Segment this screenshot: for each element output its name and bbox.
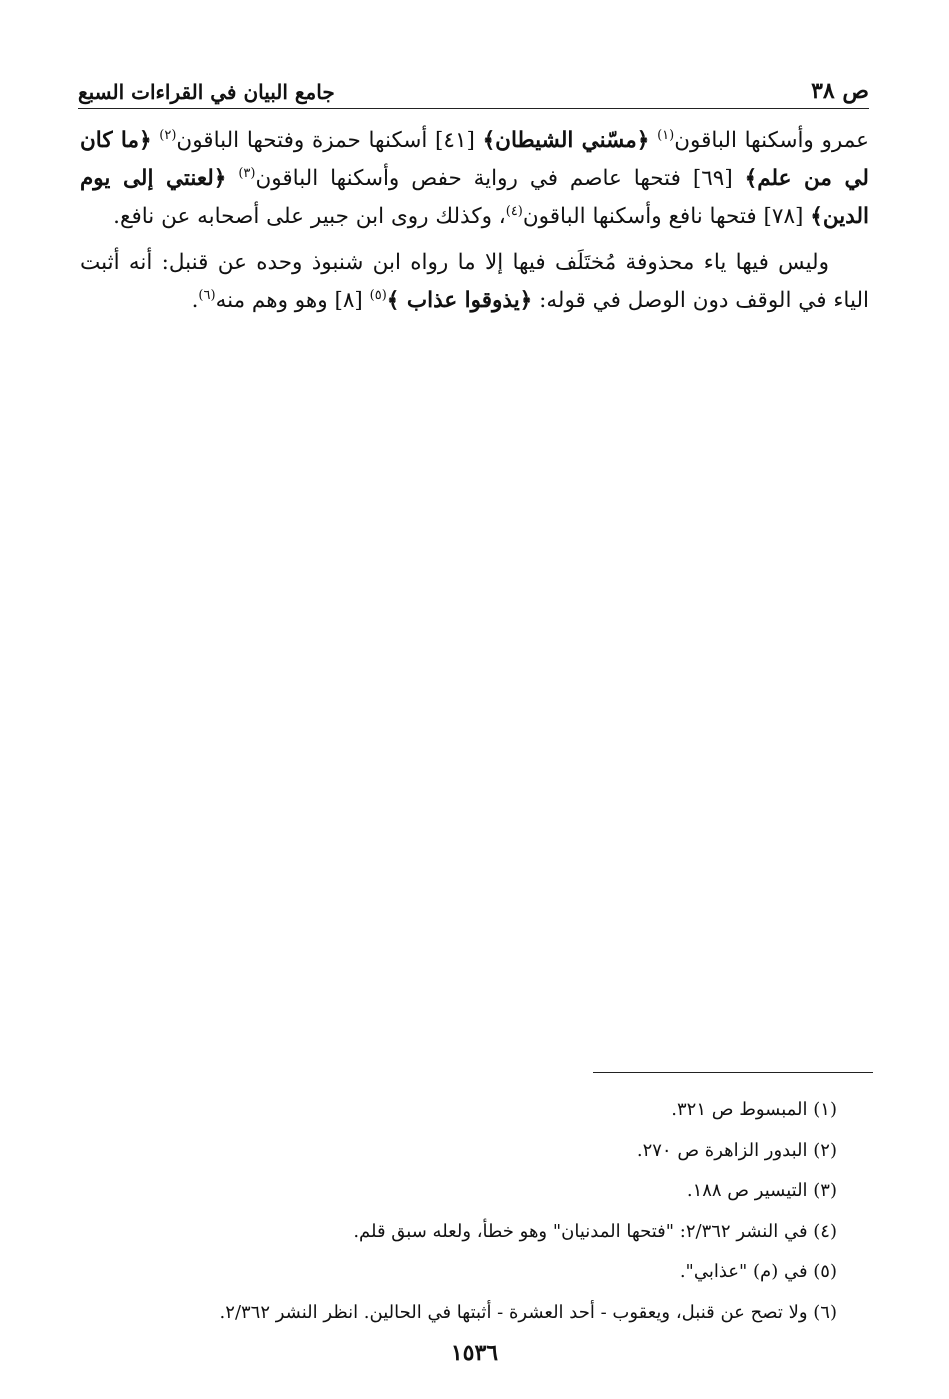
footnote-3: (٣) التيسير ص ١٨٨. [686,1180,837,1201]
footnotes [110,1090,837,1333]
footnote-ref-5: (٥) [369,287,387,303]
quran-quote: ﴿يذوقوا عذاب ﴾ [386,288,533,313]
footnote-ref-1: (١) [657,127,675,143]
text-run: وليس فيها ياء محذوفة مُختَلَف فيها إلا ما رواه ابن شنبوذ وحده عن قنبل: أنه أثبت الياء في الوقف دون الوصل في قوله: [80,250,869,313]
main-text [80,122,869,328]
paragraph-1 [80,122,869,236]
footnote-ref-6: (٦) [198,287,216,303]
page-reference: ص ٣٨ [811,78,869,104]
quran-quote: ﴿ما كان لي من علم﴾ [80,128,869,191]
footnote-2: (٢) البدور الزاهرة ص ٢٧٠. [636,1139,837,1161]
footnote-ref-2: (٢) [159,127,177,143]
page-number: ١٥٣٦ [450,1340,499,1366]
paragraph-2 [80,244,869,320]
quran-quote: ﴿لعنتي إلى يوم الدين﴾ [80,166,869,229]
text-run [226,166,238,191]
text-run [649,128,657,153]
text-run: عمرو وأسكنها الباقون [674,128,869,153]
text-run: [٨] وهو وهم منه [215,288,370,313]
footnote-5: (٥) في (م) "عذابي". [679,1261,837,1282]
text-run: . [191,288,199,313]
text-run: [٤١] أسكنها حمزة وفتحها الباقون [176,128,483,153]
footnote-1: (١) المبسوط ص ٣٢١. [671,1099,837,1120]
book-title: جامع البيان في القراءات السبع [78,80,335,104]
footnote-ref-4: (٤) [505,203,523,219]
quran-quote: ﴿مسّني الشيطان﴾ [482,128,650,153]
text-run: [٧٨] فتحها نافع وأسكنها الباقون [522,204,811,229]
text-run: ، وكذلك روى ابن جبير على أصحابه عن نافع. [113,204,506,229]
page-header [78,66,869,109]
footnote-4: (٤) في النشر ٢/٣٦٢: "فتحها المدنيان" وهو خطأ، ولعله سبق قلم. [353,1220,837,1242]
text-run: [٦٩] فتحها عاصم في رواية حفص وأسكنها الباقون [255,166,745,191]
footnote-6: (٦) ولا تصح عن قنبل، ويعقوب - أحد العشرة - أثبتها في الحالين. انظر النشر ٢/٣٦٢. [219,1301,837,1323]
footnote-ref-3: (٣) [238,165,256,181]
footnote-divider [593,1072,873,1073]
